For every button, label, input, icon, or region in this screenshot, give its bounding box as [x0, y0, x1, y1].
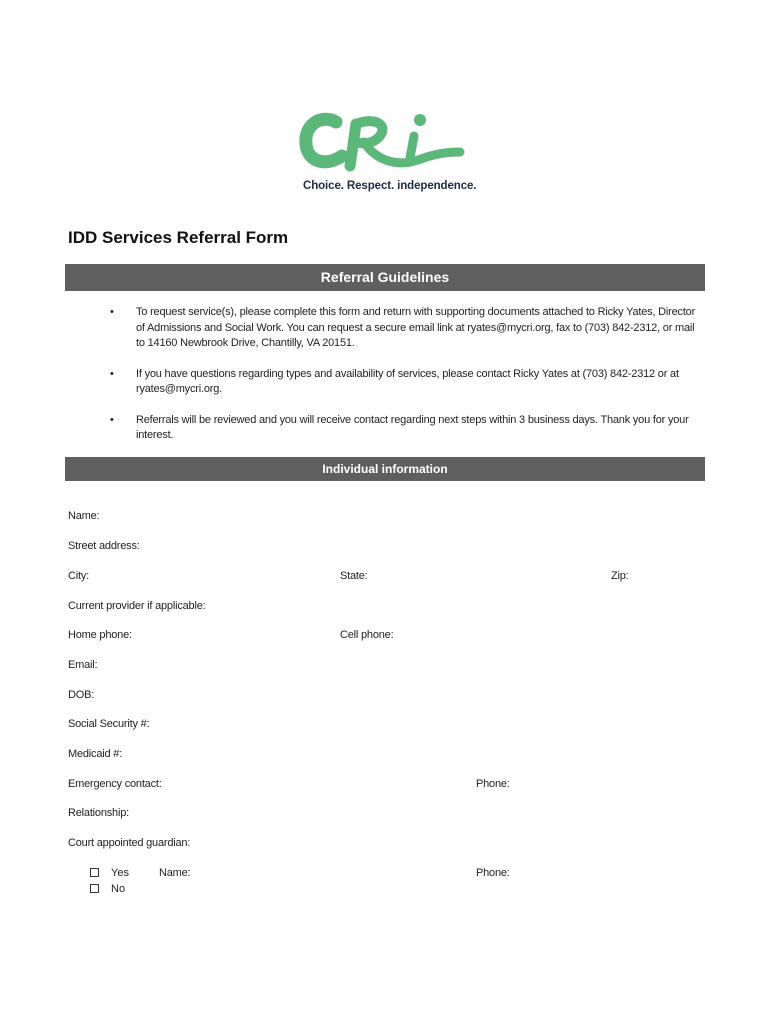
guardian-no-option[interactable]: [90, 883, 125, 895]
guideline-text: To request service(s), please complete this form and return with supporting documents attached to Ricky Yates, Director of Admissions and Social Work. You can request a secure email link at ryates@mycri.org, fax to (703) 842-2312, or mail to 14160 Newbrook Drive, Chantilly, VA 20151.: [136, 306, 696, 349]
guardian-phone-field-label[interactable]: Phone:: [476, 867, 510, 879]
guardian-yes-checkbox[interactable]: [90, 868, 99, 877]
guardian-yes-label: Yes: [111, 867, 129, 879]
guideline-text: Referrals will be reviewed and you will receive contact regarding next steps within 3 business days. Thank you for your interest.: [136, 413, 689, 441]
guidelines-list: [110, 305, 700, 444]
section-header-guidelines: Referral Guidelines: [65, 264, 705, 291]
emergency-contact-field-label[interactable]: Emergency contact:: [68, 778, 162, 790]
guardian-name-field-label[interactable]: Name:: [159, 867, 191, 879]
relationship-field-label[interactable]: Relationship:: [68, 807, 129, 819]
guardian-no-checkbox[interactable]: [90, 884, 99, 893]
zip-field-label[interactable]: Zip:: [611, 570, 629, 582]
guardian-yes-option[interactable]: [90, 867, 129, 879]
name-field-label[interactable]: Name:: [68, 510, 100, 522]
form-title: IDD Services Referral Form: [68, 228, 289, 247]
dob-field-label[interactable]: DOB:: [68, 689, 95, 701]
guideline-item: [110, 305, 700, 352]
cri-wordmark-graphic: [298, 108, 476, 180]
bullet-icon: •: [110, 306, 114, 318]
bullet-icon: •: [110, 367, 114, 380]
section-header-individual: Individual information: [65, 457, 705, 481]
street-address-field-label[interactable]: Street address:: [68, 540, 140, 552]
emergency-phone-field-label[interactable]: Phone:: [476, 778, 510, 790]
guardian-no-label: No: [111, 883, 126, 895]
ssn-field-label[interactable]: Social Security #:: [68, 718, 150, 730]
logo-tagline: Choice. Respect. independence.: [303, 180, 477, 192]
guideline-text: If you have questions regarding types and availability of services, please contact Ricky Yates at (703) 842-2312 or at ryates@mycri.org.: [136, 367, 679, 395]
state-field-label[interactable]: State:: [340, 570, 368, 582]
cell-phone-field-label[interactable]: Cell phone:: [340, 629, 394, 641]
city-field-label[interactable]: City:: [68, 570, 90, 582]
guideline-item: [110, 367, 700, 398]
current-provider-field-label[interactable]: Current provider if applicable:: [68, 600, 206, 612]
medicaid-field-label[interactable]: Medicaid #:: [68, 748, 123, 760]
home-phone-field-label[interactable]: Home phone:: [68, 629, 132, 641]
bullet-icon: •: [110, 413, 114, 426]
email-field-label[interactable]: Email:: [68, 659, 98, 671]
guideline-item: [110, 413, 700, 444]
court-guardian-label: Court appointed guardian:: [68, 837, 191, 849]
